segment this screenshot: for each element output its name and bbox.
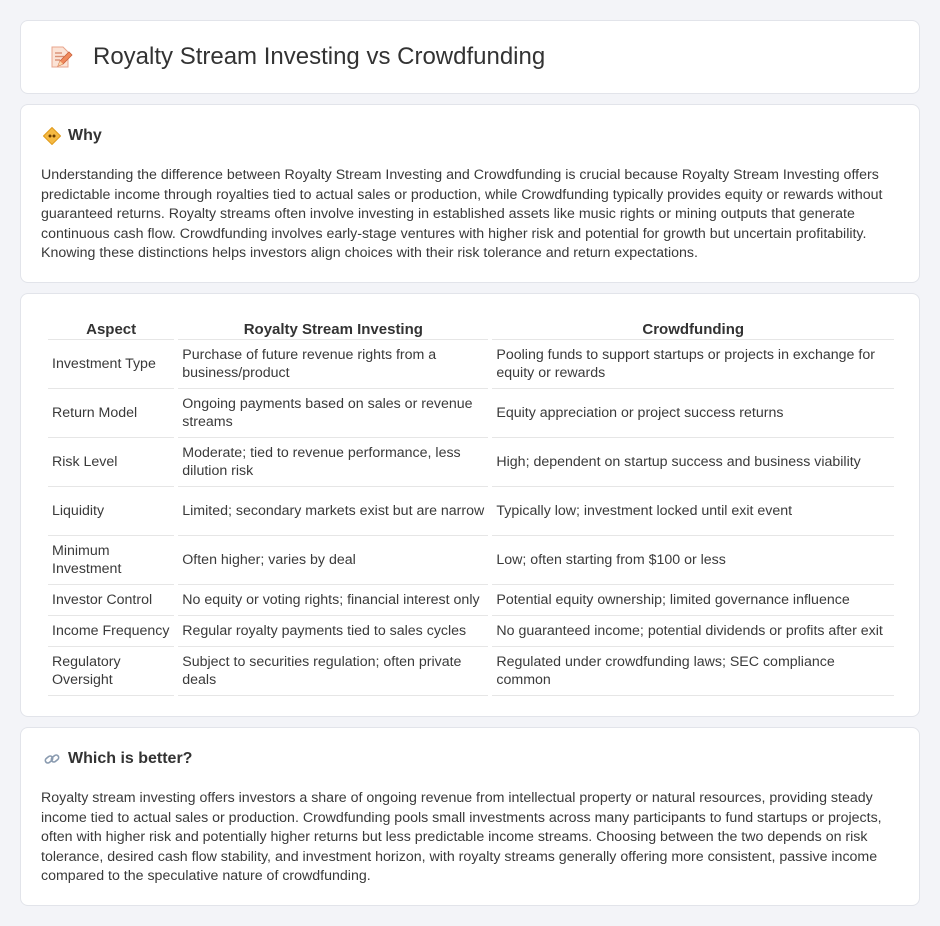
row-aspect: Return Model bbox=[48, 389, 174, 438]
row-aspect: Risk Level bbox=[48, 438, 174, 487]
title-card bbox=[20, 20, 920, 94]
table-row bbox=[48, 389, 894, 438]
row-aspect: Investor Control bbox=[48, 585, 174, 616]
comparison-table-card bbox=[20, 293, 920, 717]
page-title: Royalty Stream Investing vs Crowdfunding bbox=[93, 43, 546, 70]
row-royalty: Limited; secondary markets exist but are narrow bbox=[178, 487, 488, 536]
row-royalty: Ongoing payments based on sales or revenue streams bbox=[178, 389, 488, 438]
document-pencil-icon bbox=[47, 44, 73, 70]
better-heading: Which is better? bbox=[68, 750, 193, 767]
table-row bbox=[48, 616, 894, 647]
table-row bbox=[48, 536, 894, 585]
table-header-row bbox=[48, 314, 894, 340]
row-aspect: Income Frequency bbox=[48, 616, 174, 647]
header-crowdfunding: Crowdfunding bbox=[492, 314, 894, 340]
row-royalty: No equity or voting rights; financial interest only bbox=[178, 585, 488, 616]
which-is-better-section bbox=[20, 727, 920, 906]
table-row bbox=[48, 585, 894, 616]
row-crowdfunding: High; dependent on startup success and business viability bbox=[492, 438, 894, 487]
row-aspect: Regulatory Oversight bbox=[48, 647, 174, 696]
row-royalty: Subject to securities regulation; often private deals bbox=[178, 647, 488, 696]
why-text: Understanding the difference between Royalty Stream Investing and Crowdfunding is crucial because Royalty Stream Investing offers predictable income through royalties tied to actual sales or production, while Crowdfunding typically provides equity or rewards without guaranteed returns. Royalty streams often involve investing in established assets like music rights or mining outputs that generate continuous cash flow. Crowdfunding involves early-stage ventures with higher risk and potential for growth but uncertain profitability. Knowing these distinctions helps investors align choices with their risk tolerance and return expectations. bbox=[41, 167, 883, 262]
row-crowdfunding: Regulated under crowdfunding laws; SEC compliance common bbox=[492, 647, 894, 696]
row-royalty: Regular royalty payments tied to sales cycles bbox=[178, 616, 488, 647]
table-row bbox=[48, 647, 894, 696]
better-text: Royalty stream investing offers investors a share of ongoing revenue from intellectual property or natural resources, providing steady income tied to actual sales or production. Crowdfunding pools small investments across many participants to fund startups or projects, often with higher risk and potentially higher returns but less predictable income streams. Choosing between the two depends on risk tolerance, desired cash flow stability, and investment horizon, with royalty streams generally offering more consistent, passive income compared to the speculative nature of crowdfunding. bbox=[41, 790, 882, 885]
row-crowdfunding: Potential equity ownership; limited governance influence bbox=[492, 585, 894, 616]
diamond-sign-icon bbox=[43, 127, 61, 145]
row-crowdfunding: Low; often starting from $100 or less bbox=[492, 536, 894, 585]
header-aspect: Aspect bbox=[48, 314, 174, 340]
row-crowdfunding: Equity appreciation or project success returns bbox=[492, 389, 894, 438]
row-aspect: Minimum Investment bbox=[48, 536, 174, 585]
row-aspect: Investment Type bbox=[48, 340, 174, 389]
link-icon bbox=[43, 750, 61, 768]
row-aspect: Liquidity bbox=[48, 487, 174, 536]
row-crowdfunding: No guaranteed income; potential dividends or profits after exit bbox=[492, 616, 894, 647]
table-row bbox=[48, 487, 894, 536]
why-heading: Why bbox=[68, 127, 102, 144]
header-royalty: Royalty Stream Investing bbox=[178, 314, 488, 340]
row-crowdfunding: Pooling funds to support startups or projects in exchange for equity or rewards bbox=[492, 340, 894, 389]
row-royalty: Moderate; tied to revenue performance, less dilution risk bbox=[178, 438, 488, 487]
row-royalty: Purchase of future revenue rights from a business/product bbox=[178, 340, 488, 389]
why-section bbox=[20, 104, 920, 283]
row-crowdfunding: Typically low; investment locked until exit event bbox=[492, 487, 894, 536]
row-royalty: Often higher; varies by deal bbox=[178, 536, 488, 585]
comparison-table bbox=[44, 314, 898, 696]
table-row bbox=[48, 340, 894, 389]
table-row bbox=[48, 438, 894, 487]
